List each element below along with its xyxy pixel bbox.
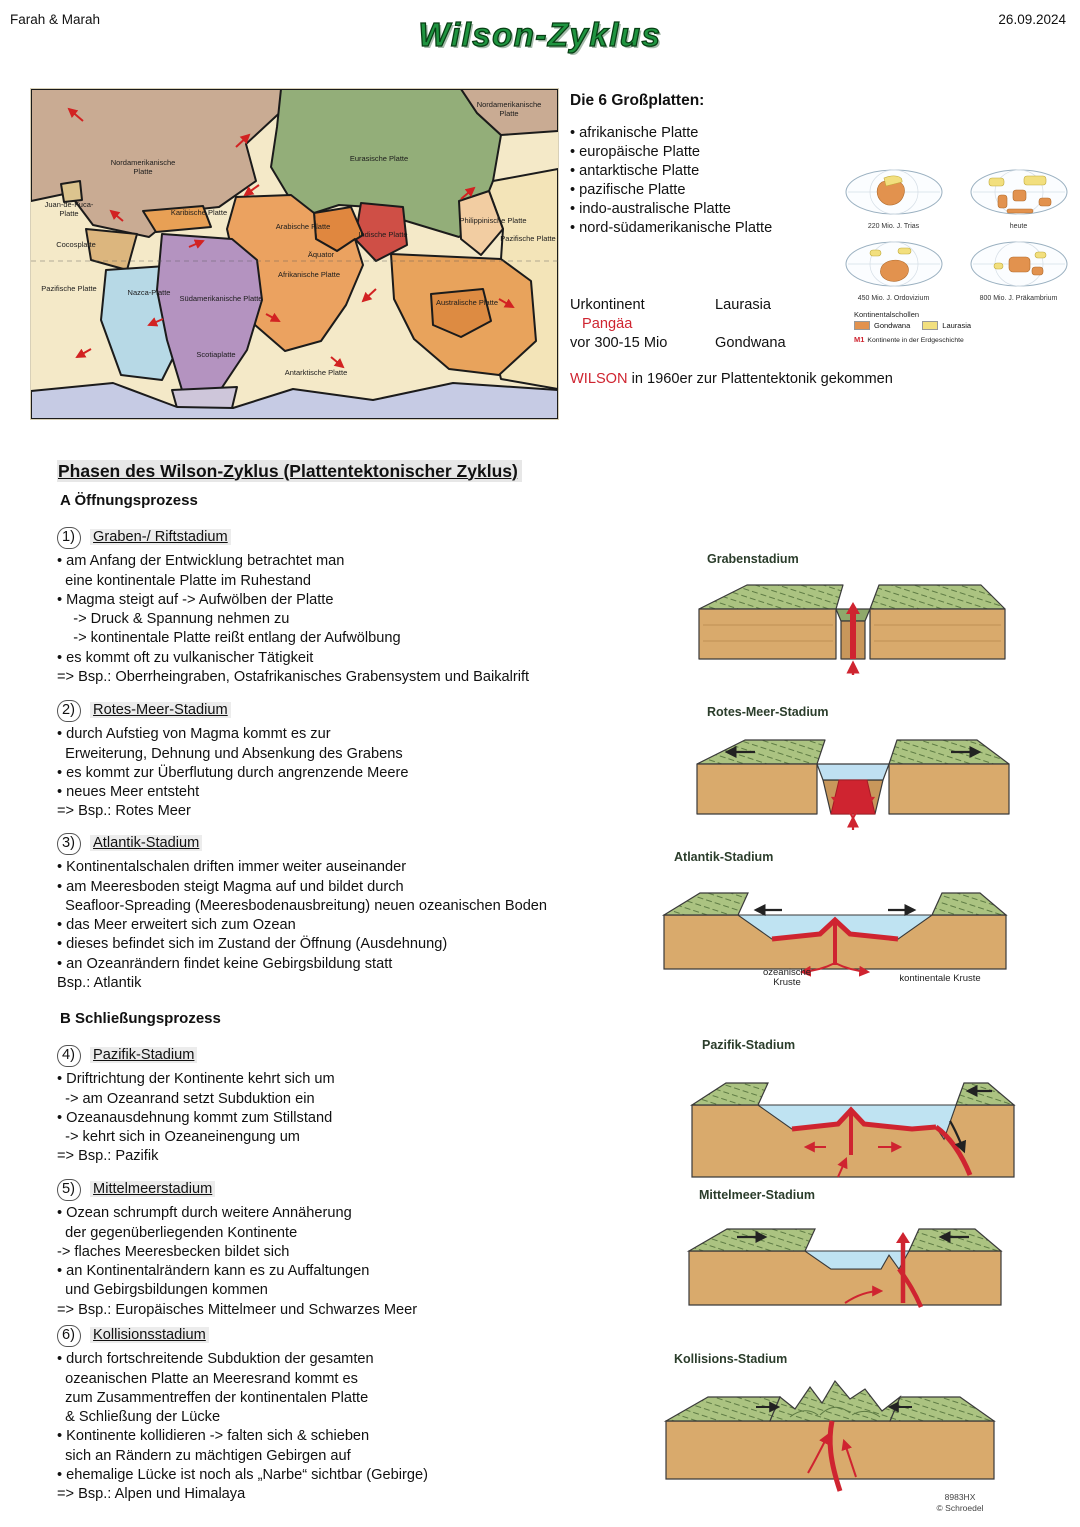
gondwana-label: Gondwana	[715, 335, 786, 351]
map-label: Cocosplatte	[56, 240, 96, 249]
urkontinent-block	[570, 296, 845, 353]
label-ozeanische-kruste: ozeanische Kruste	[762, 967, 812, 989]
note-line: -> flaches Meeresbecken bildet sich	[57, 1243, 290, 1260]
note-line: • Ozeanausdehnung kommt zum Stillstand	[57, 1109, 333, 1126]
stage-number: 1)	[57, 527, 81, 549]
wilson-name: WILSON	[570, 371, 628, 387]
stage-4-title	[57, 1045, 697, 1067]
page-title: Wilson-Zyklus	[418, 16, 662, 53]
stage-2-notes	[57, 725, 697, 821]
note-line: -> Druck & Spannung nehmen zu	[57, 611, 290, 628]
minimap-caption: 450 Mio. J. Ordovizium	[857, 295, 930, 302]
note-line: Seafloor-Spreading (Meeresbodenausbreitung) neuen ozeanischen Boden	[57, 897, 548, 914]
stage-title-text: Kollisionsstadium	[90, 1327, 209, 1343]
plate-list-item: • europäische Platte	[570, 144, 701, 160]
note-line: • an Ozeanrändern findet keine Gebirgsbildung statt	[57, 955, 393, 972]
label-kontinentale-kruste: kontinentale Kruste	[899, 973, 981, 984]
tectonic-plates-map	[30, 88, 559, 420]
note-line: -> am Ozeanrand setzt Subduktion ein	[57, 1090, 315, 1107]
stage-number: 6)	[57, 1325, 81, 1347]
diagram-code: 8983HX	[944, 1492, 976, 1502]
diagram-title: Mittelmeer-Stadium	[699, 1188, 815, 1202]
stage-number: 5)	[57, 1179, 81, 1201]
stage-3-notes	[57, 858, 697, 993]
note-line: • Kontinentalschalen driften immer weiter auseinander	[57, 859, 407, 876]
laurasia-swatch	[922, 321, 938, 330]
stage-1-notes	[57, 552, 697, 687]
date: 26.09.2024	[998, 12, 1066, 27]
wilson-note-text: in 1960er zur Plattentektonik gekommen	[627, 371, 893, 387]
plate-list-item: • antarktische Platte	[570, 163, 700, 179]
stage-1	[57, 527, 697, 687]
section-b-label: B Schließungsprozess	[60, 1010, 221, 1027]
map-label: Äquator	[307, 250, 335, 259]
main-heading-text: Phasen des Wilson-Zyklus (Plattentektonischer Zyklus)	[57, 460, 522, 482]
minimap-legend	[836, 310, 1076, 344]
note-line: Erweiterung, Dehnung und Absenkung des Grabens	[57, 745, 403, 762]
plate-list-item: • indo-australische Platte	[570, 201, 731, 217]
pangaea-label: Pangäa	[582, 316, 633, 332]
map-label: Arabische Platte	[275, 222, 331, 231]
mittelmeer-graphic	[685, 1205, 1005, 1320]
diagram-title: Rotes-Meer-Stadium	[707, 705, 829, 719]
stage-6-notes	[57, 1350, 697, 1504]
note-line: ozeanischen Platte an Meeresrand kommt es	[57, 1370, 358, 1387]
minimap-graphic	[844, 240, 944, 288]
note-line: • Ozean schrumpft durch weitere Annäherung	[57, 1205, 352, 1222]
note-line: • Magma steigt auf -> Aufwölben der Platte	[57, 591, 334, 608]
stage-1-title	[57, 527, 697, 549]
note-line: • an Kontinentalrändern kann es zu Auffaltungen	[57, 1263, 370, 1280]
note-line: zum Zusammentreffen der kontinentalen Platte	[57, 1389, 369, 1406]
grabenstadium-graphic	[693, 569, 1013, 677]
legend-title: Kontinentalschollen	[854, 310, 920, 319]
minimap-graphic	[969, 168, 1069, 216]
note-line: -> kehrt sich in Ozeaneinengung um	[57, 1129, 300, 1146]
note-line: • es kommt oft zu vulkanischer Tätigkeit	[57, 649, 314, 666]
stage-title-text: Mittelmeerstadium	[90, 1181, 215, 1197]
stage-title-text: Rotes-Meer-Stadium	[90, 702, 231, 718]
gondwana-legend-label: Gondwana	[874, 321, 911, 330]
grossplatten-section	[570, 92, 835, 238]
map-label: Südamerikanische Platte	[179, 294, 263, 303]
minimap-heute	[961, 168, 1076, 230]
note-line: und Gebirgsbildungen kommen	[57, 1282, 268, 1299]
map-label: Karibische Platte	[170, 208, 228, 217]
grossplatten-heading: Die 6 Großplatten:	[570, 92, 705, 109]
minimap-caption: heute	[1009, 223, 1028, 230]
stage-6	[57, 1325, 697, 1505]
m1-label: M1	[854, 335, 865, 344]
map-label: Juan-de-Fuca-Platte	[44, 200, 94, 218]
diagram-kollision	[660, 1352, 1000, 1524]
note-line: • durch fortschreitende Subduktion der gesamten	[57, 1351, 374, 1368]
gondwana-swatch	[854, 321, 870, 330]
stage-title-text: Pazifik-Stadium	[90, 1047, 197, 1063]
diagram-copyright: © Schroedel	[936, 1503, 984, 1513]
minimap-caption: 800 Mio. J. Präkambrium	[979, 295, 1058, 302]
map-label: Scotiaplatte	[196, 350, 236, 359]
map-label: Indische Platte	[358, 230, 408, 239]
map-label: Pazifische Platte	[41, 284, 97, 293]
stage-5	[57, 1179, 697, 1320]
authors: Farah & Marah	[10, 12, 101, 27]
stage-4-notes	[57, 1070, 697, 1166]
stage-number: 4)	[57, 1045, 81, 1067]
note-line: • am Meeresboden steigt Magma auf und bildet durch	[57, 878, 404, 895]
diagram-pazifik	[688, 1038, 1018, 1192]
map-label: Afrikanische Platte	[277, 270, 341, 279]
map-label: Nordamerikanische Platte	[110, 158, 176, 176]
laurasia-label: Laurasia	[715, 297, 771, 313]
minimap-caption: 220 Mio. J. Trias	[867, 223, 920, 230]
note-line: & Schließung der Lücke	[57, 1409, 221, 1426]
diagram-mittelmeer	[685, 1188, 1005, 1325]
diagram-title: Grabenstadium	[707, 552, 799, 566]
diagram-title: Kollisions-Stadium	[674, 1352, 788, 1366]
note-line: • am Anfang der Entwicklung betrachtet man	[57, 553, 345, 570]
stage-4	[57, 1045, 697, 1167]
stage-5-title	[57, 1179, 697, 1201]
m1-text: Kontinente in der Erdgeschichte	[867, 337, 964, 344]
map-label: Nordamerikanische Platte	[476, 100, 542, 118]
minimap-graphic	[969, 240, 1069, 288]
vor-label: vor 300-15 Mio	[570, 335, 668, 351]
map-label: Nazca-Platte	[127, 288, 171, 297]
stage-3	[57, 833, 697, 993]
map-label: Pazifische Platte	[500, 234, 556, 243]
diagram-title: Atlantik-Stadium	[674, 850, 774, 864]
urkontinent-label: Urkontinent	[570, 297, 645, 313]
plate-list-item: • pazifische Platte	[570, 182, 686, 198]
map-label: Antarktische Platte	[284, 368, 348, 377]
map-label: Australische Platte	[435, 298, 499, 307]
stage-title-text: Graben-/ Riftstadium	[90, 529, 231, 545]
minimap-trias	[836, 168, 951, 230]
note-line: • durch Aufstieg von Magma kommt es zur	[57, 726, 331, 743]
diagram-grabenstadium	[693, 552, 1013, 682]
stage-3-title	[57, 833, 697, 855]
note-line: sich an Rändern zu mächtigen Gebirgen auf	[57, 1447, 351, 1464]
stage-2-title	[57, 700, 697, 722]
note-line: • Kontinente kollidieren -> falten sich & schieben	[57, 1428, 370, 1445]
note-line: der gegenüberliegenden Kontinente	[57, 1224, 298, 1241]
stage-number: 3)	[57, 833, 81, 855]
diagram-rotes-meer	[693, 705, 1013, 839]
note-line: • ehemalige Lücke ist noch als „Narbe“ sichtbar (Gebirge)	[57, 1467, 428, 1484]
section-a-label: A Öffnungsprozess	[60, 492, 198, 509]
note-line: => Bsp.: Alpen und Himalaya	[57, 1486, 246, 1503]
note-line: • neues Meer entsteht	[57, 784, 200, 801]
plate-list-item: • nord-südamerikanische Platte	[570, 220, 773, 236]
map-label: Philippinische Platte	[459, 216, 527, 225]
continental-drift-panel	[836, 168, 1076, 344]
note-line: • dieses befindet sich im Zustand der Öffnung (Ausdehnung)	[57, 936, 448, 953]
note-line: • es kommt zur Überflutung durch angrenzende Meere	[57, 764, 409, 781]
note-line: => Bsp.: Oberrheingraben, Ostafrikanisches Grabensystem und Baikalrift	[57, 669, 530, 686]
grossplatten-list	[570, 124, 835, 238]
note-line: eine kontinentale Platte im Ruhestand	[57, 572, 311, 589]
note-line: => Bsp.: Rotes Meer	[57, 803, 191, 820]
note-line: -> kontinentale Platte reißt entlang der Aufwölbung	[57, 630, 401, 647]
pazifik-graphic	[688, 1055, 1018, 1187]
stage-6-title	[57, 1325, 697, 1347]
diagram-atlantik	[660, 850, 1010, 987]
diagram-title: Pazifik-Stadium	[702, 1038, 796, 1052]
laurasia-legend-label: Laurasia	[942, 321, 972, 330]
wilson-note	[570, 371, 893, 387]
stage-5-notes	[57, 1204, 697, 1320]
atlantik-graphic	[660, 867, 1010, 982]
main-heading	[57, 461, 522, 482]
stage-number: 2)	[57, 700, 81, 722]
plate-list-item: • afrikanische Platte	[570, 125, 699, 141]
note-line: • das Meer erweitert sich zum Ozean	[57, 917, 296, 934]
stage-title-text: Atlantik-Stadium	[90, 835, 202, 851]
kollision-graphic	[660, 1369, 1000, 1519]
minimap-praekambrium	[961, 240, 1076, 302]
rotes-meer-graphic	[693, 722, 1013, 834]
note-line: Bsp.: Atlantik	[57, 975, 142, 992]
note-line: => Bsp.: Europäisches Mittelmeer und Schwarzes Meer	[57, 1301, 418, 1318]
minimap-graphic	[844, 168, 944, 216]
map-label: Eurasische Platte	[349, 154, 409, 163]
note-line: • Driftrichtung der Kontinente kehrt sich um	[57, 1071, 335, 1088]
stage-2	[57, 700, 697, 822]
minimap-ordovizium	[836, 240, 951, 302]
note-line: => Bsp.: Pazifik	[57, 1148, 159, 1165]
